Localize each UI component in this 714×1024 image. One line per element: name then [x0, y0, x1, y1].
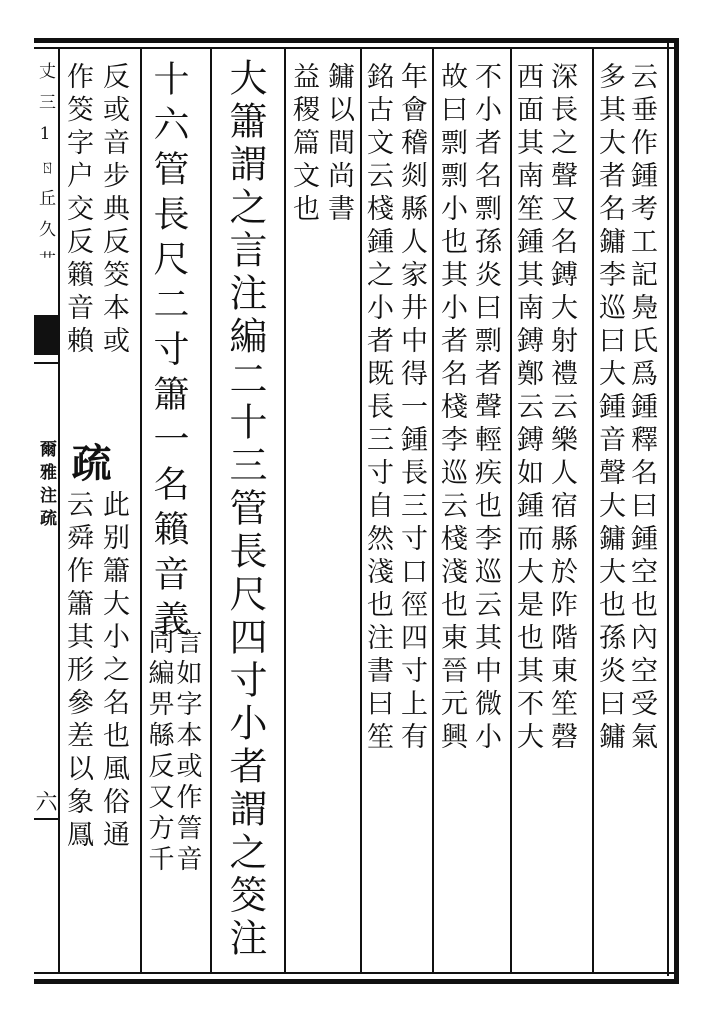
text-column-9: 鏞以間尚書	[323, 62, 354, 227]
column-divider	[140, 49, 142, 972]
text-column-10: 益稷篇文也	[288, 62, 319, 227]
text-column-12-small-a: 言如字本或作䇾音	[172, 628, 202, 876]
top-border-inner	[34, 47, 679, 49]
page-number-rule	[34, 818, 58, 820]
text-column-12-small-b: 同編畀緜反又方千	[144, 628, 174, 876]
main-text: 大簫謂之言注編二十三管長尺四寸小者謂之筊注	[223, 58, 267, 961]
text-column-7: 年會稽剡縣人家井中得一鍾長三寸口徑四寸上有	[396, 62, 427, 755]
main-text-column	[223, 58, 267, 961]
column-divider	[58, 49, 60, 972]
text-column-14-head: 作筊字户交反籟音賴	[62, 62, 93, 359]
text-column-8: 銘古文云棧鍾之小者既長三寸自然淺也注書曰笙	[362, 62, 393, 755]
fishtail-block	[34, 315, 60, 355]
top-border	[34, 38, 679, 43]
column-divider	[284, 49, 286, 972]
bottom-border-inner	[34, 972, 679, 974]
text-column-3: 深長之聲又名鎛大射禮云樂人宿縣於阼階東笙磬	[546, 62, 577, 755]
right-border	[674, 38, 679, 984]
text-column-4: 西面其南笙鍾其南鎛鄭云鎛如鍾而大是也其不大	[512, 62, 543, 755]
margin-top-fragment: 丈三1ㄖ丘久艹	[35, 62, 55, 282]
text-column-13: 反或音步典反筊本或	[98, 62, 129, 359]
text-column-6: 故曰剽剽小也其小者名棧李巡云棧淺也東晉元興	[436, 62, 467, 755]
bottom-border	[34, 979, 679, 984]
text-column-5: 不小者名剽孫炎曰剽者聲輕疾也李巡云其中微小	[470, 62, 501, 755]
column-divider	[210, 49, 212, 972]
margin-rule	[34, 362, 58, 364]
shu-marker: 疏	[65, 442, 112, 482]
text-column-2: 多其大者名鏞李巡曰大鍾音聲大鏞大也孫炎曰鏞	[594, 62, 625, 755]
text-column-15: 此别簫大小之名也風俗通	[98, 490, 129, 853]
right-border-inner	[667, 43, 669, 976]
column-divider	[432, 49, 434, 972]
text-column-1: 云垂作鍾考工記鳧氏爲鍾釋名曰鍾空也內空受氣	[626, 62, 657, 755]
book-title: 爾雅注疏	[36, 440, 56, 532]
text-column-12-large: 十六管長尺二寸簫一名籟音義	[148, 60, 189, 645]
text-column-16: 云舜作簫其形參差以象鳳	[62, 490, 93, 853]
page-number: 六	[32, 790, 57, 812]
